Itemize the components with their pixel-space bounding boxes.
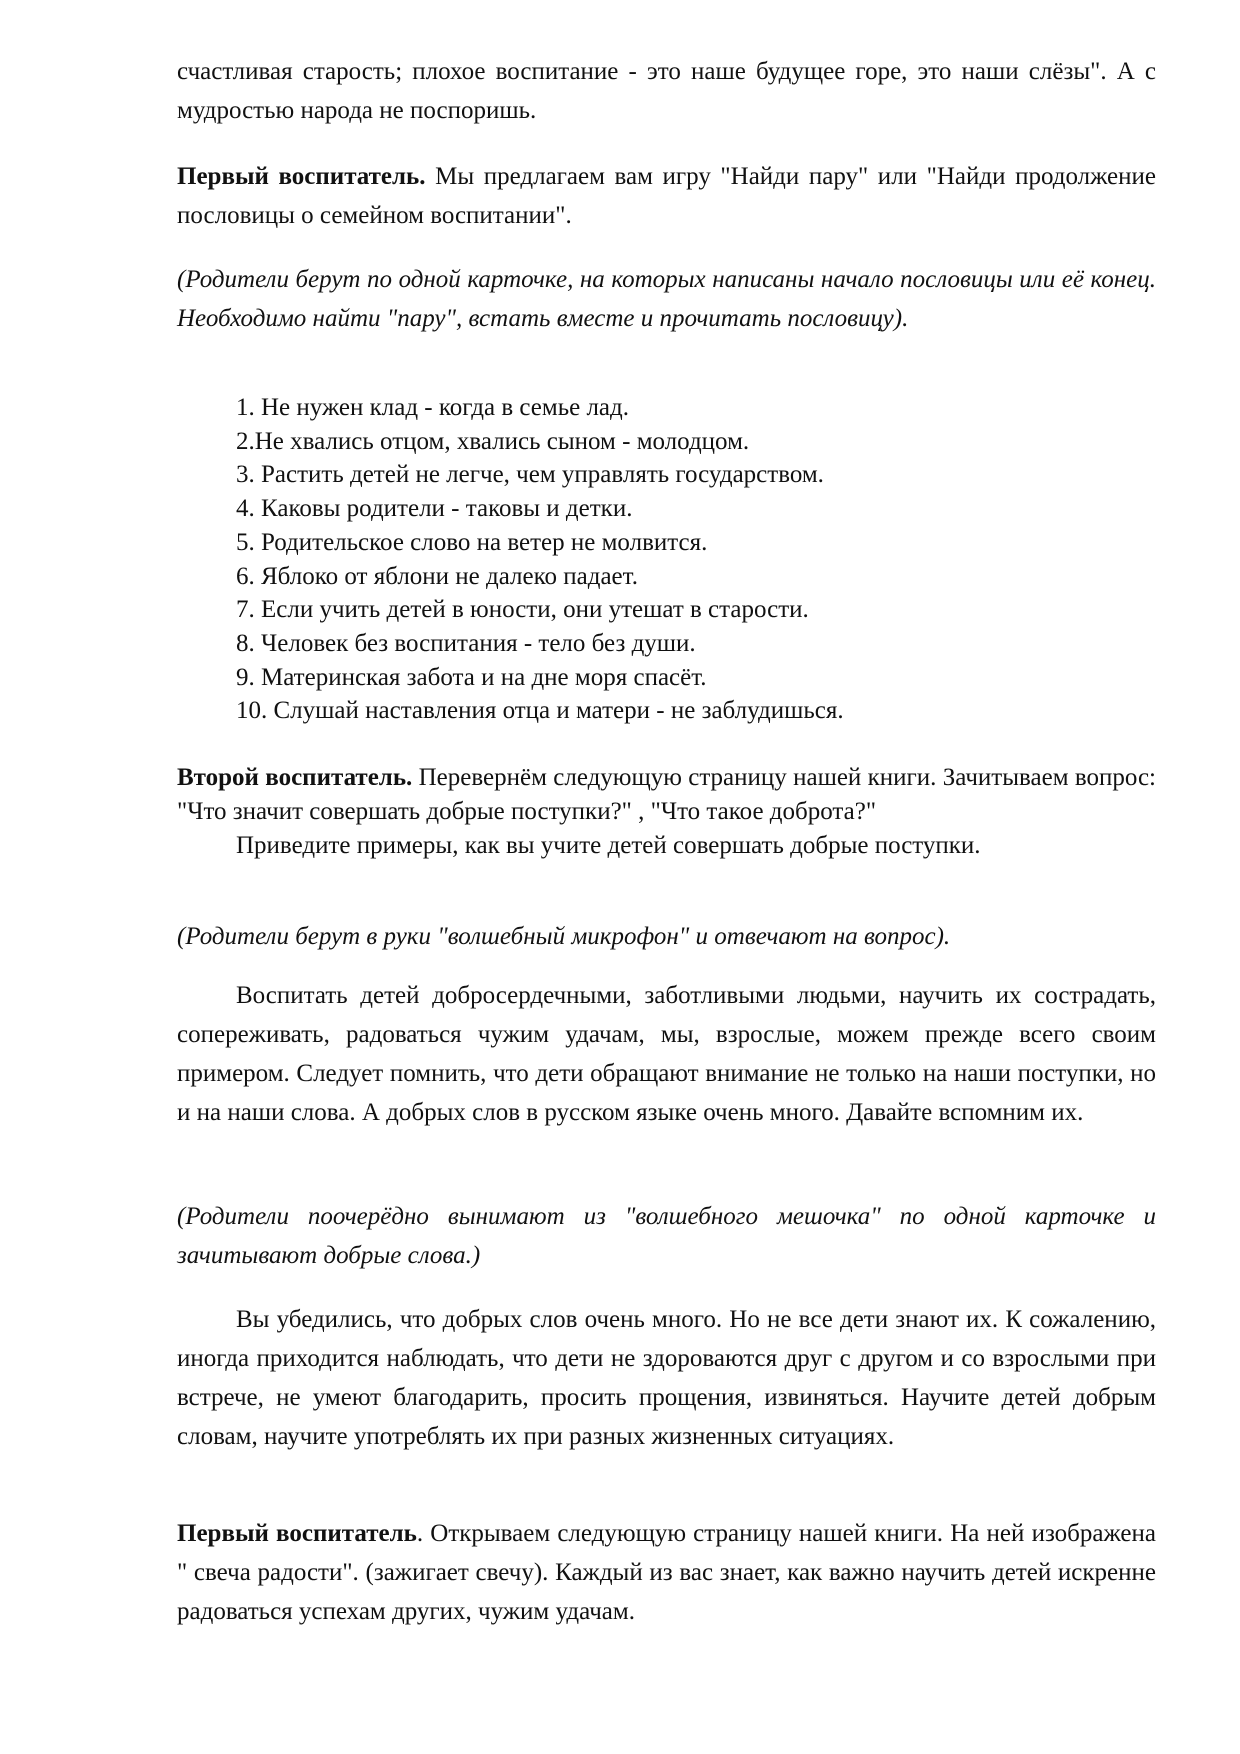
section-candle-text: . Открываем следующую страницу нашей книги. На ней изображена " свеча радости". (зажигает свечу). Каждый из вас знает, как важно научить детей искренне радоваться успехам других, чужим удачам.	[177, 1520, 1157, 1625]
top-paragraph-text: счастливая старость; плохое воспитание - это наше будущее горе, это наши слёзы". А с мудростью народа не поспоришь.	[177, 58, 1156, 124]
list-item: 5. Родительское слово на ветер не молвится.	[236, 528, 708, 556]
list-item: 9. Материнская забота и на дне моря спасёт.	[236, 663, 707, 691]
list-item: 10. Слушай наставления отца и матери - не заблудишься.	[236, 697, 844, 725]
instruction-bag-text: (Родители поочерёдно вынимают из "волшебного мешочка" по одной карточке и зачитывают добрые слова.)	[177, 1203, 1156, 1269]
top-paragraph	[177, 52, 1156, 130]
section-game	[177, 157, 1156, 235]
proverbs-list	[236, 391, 844, 728]
section-game-text: Мы предлагаем вам игру "Найди пару" или "Найди продолжение пословицы о семейном воспитании".	[177, 163, 1156, 229]
section-kindness-followup: Приведите примеры, как вы учите детей совершать добрые поступки.	[236, 832, 981, 859]
paragraph-upbringing	[177, 976, 1156, 1132]
list-item: 1. Не нужен клад - когда в семье лад.	[236, 394, 629, 421]
section-kindness	[177, 761, 1156, 863]
paragraph-upbringing-text: Воспитать детей добросердечными, заботливыми людьми, научить их сострадать, сопереживать, радоваться чужим удачам, мы, взрослые, можем прежде всего своим примером. Следует помнить, что дети обращают внимание не только на наши поступки, но и на наши слова. А добрых слов в русском языке очень много. Давайте вспомним их.	[177, 982, 1156, 1126]
section-kindness-text: Перевернём следующую страницу нашей книги. Зачитываем вопрос: "Что значит совершать добрые поступки?" , "Что такое доброта?"	[177, 764, 1157, 825]
list-item: 2.Не хвались отцом, хвались сыном - молодцом.	[236, 427, 750, 455]
list-item: 3. Растить детей не легче, чем управлять государством.	[236, 461, 824, 489]
paragraph-words-text: Вы убедились, что добрых слов очень много. Но не все дети знают их. К сожалению, иногда приходится наблюдать, что дети не здороваются друг с другом и со взрослыми при встрече, не умеют благодарить, просить прощения, извиняться. Научите детей добрым словам, научите употреблять их при разных жизненных ситуациях.	[177, 1306, 1156, 1450]
instruction-cards	[177, 260, 1156, 338]
speaker-first-educator: Первый воспитатель.	[177, 163, 426, 190]
instruction-microphone-text: (Родители берут в руки "волшебный микрофон" и отвечают на вопрос).	[177, 923, 951, 950]
list-item: 8. Человек без воспитания - тело без души.	[236, 629, 696, 657]
instruction-microphone	[177, 917, 1156, 956]
list-item: 7. Если учить детей в юности, они утешат в старости.	[236, 596, 809, 624]
list-item: 6. Яблоко от яблони не далеко падает.	[236, 562, 638, 590]
paragraph-words	[177, 1300, 1156, 1456]
list-item: 4. Каковы родители - таковы и детки.	[236, 495, 633, 523]
instruction-bag	[177, 1197, 1156, 1275]
speaker-first-educator-candle: Первый воспитатель	[177, 1520, 417, 1547]
section-candle	[177, 1514, 1156, 1631]
instruction-cards-text: (Родители берут по одной карточке, на которых написаны начало пословицы или её конец. Необходимо найти "пару", встать вместе и прочитать пословицу).	[177, 266, 1156, 332]
speaker-second-educator: Второй воспитатель.	[177, 764, 413, 791]
section-kindness-paragraph	[177, 761, 1156, 829]
